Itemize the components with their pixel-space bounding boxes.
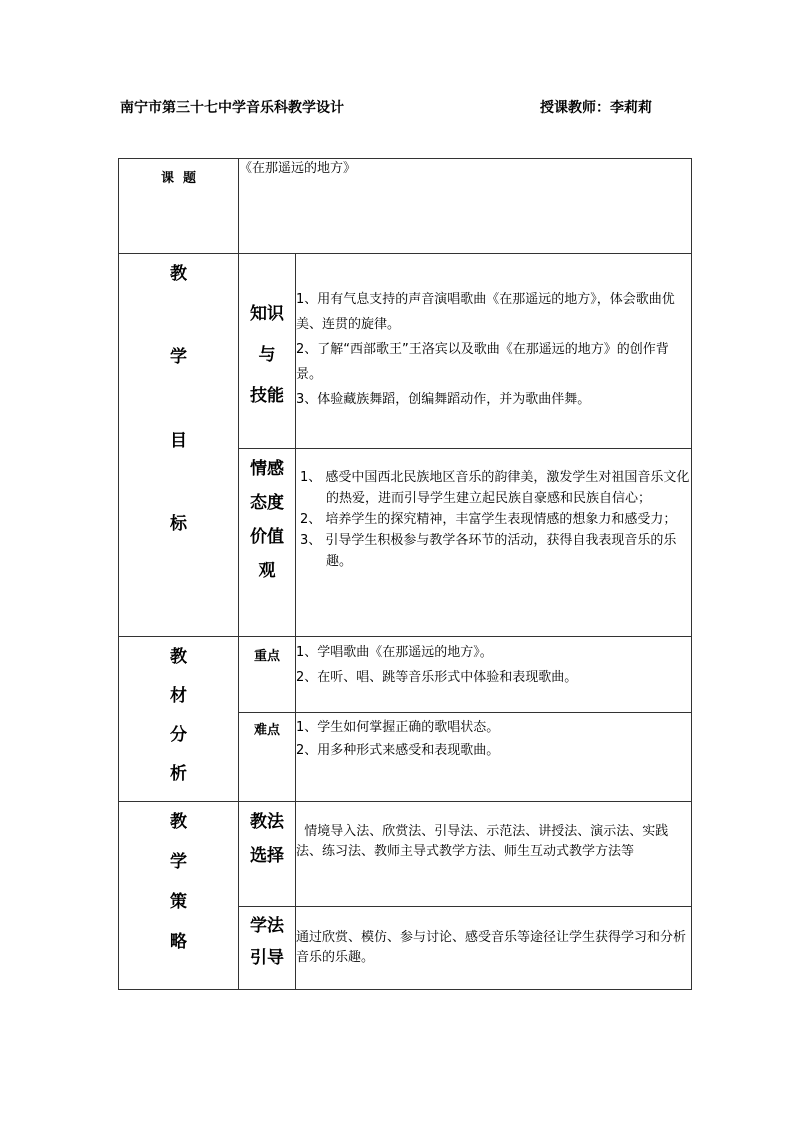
category-char: 学 — [170, 347, 187, 368]
materials-category-cell — [119, 637, 239, 802]
school-title: 南宁市第三十七中学音乐科教学设计 — [120, 100, 344, 116]
learning-label-cell — [239, 907, 296, 990]
subcategory-text: 与 — [258, 345, 276, 365]
strategy-category — [119, 802, 238, 952]
methods-label-cell — [239, 802, 296, 907]
difficult-content — [296, 713, 692, 802]
methods-label — [239, 802, 295, 866]
methods-content: 情境导入法、欣赏法、引导法、示范法、讲授法、演示法、实践法、练习法、教师主导式教学方法、师生互动式教学方法等 — [296, 802, 692, 907]
material-item: 2、用多种形式来感受和表现歌曲。 — [296, 743, 500, 758]
knowledge-content — [296, 254, 692, 449]
knowledge-label — [239, 254, 295, 406]
key-label: 重点 — [239, 637, 296, 713]
category-char: 教 — [170, 264, 187, 284]
emotion-label-cell — [239, 449, 296, 637]
key-row — [119, 637, 692, 713]
material-item: 1、学生如何掌握正确的歌唱状态。 — [296, 720, 500, 735]
difficult-label: 难点 — [239, 713, 296, 802]
subcategory-text: 技能 — [250, 386, 284, 406]
category-char: 标 — [170, 513, 187, 534]
objective-item: 3、 引导学生积极参与教学各环节的活动，获得自我表现音乐的乐趣。 — [300, 533, 677, 569]
document-header — [120, 97, 680, 117]
topic-row — [119, 159, 692, 254]
learning-content: 通过欣赏、模仿、参与讨论、感受音乐等途径让学生获得学习和分析音乐的乐趣。 — [296, 907, 692, 990]
material-item: 2、在听、唱、跳等音乐形式中体验和表现歌曲。 — [296, 670, 578, 685]
teacher-name: 授课教师：李莉莉 — [540, 100, 652, 116]
methods-row — [119, 802, 692, 907]
material-item: 1、学唱歌曲《在那遥远的地方》。 — [296, 645, 493, 660]
learning-label — [239, 907, 295, 968]
objective-item: 3、体验藏族舞蹈，创编舞蹈动作，并为歌曲伴舞。 — [296, 392, 591, 407]
objectives-category-cell — [119, 254, 239, 637]
subcategory-text: 情感 — [250, 459, 284, 479]
category-char: 析 — [170, 764, 187, 784]
subcategory-text: 态度 — [250, 493, 284, 513]
category-char: 略 — [170, 932, 187, 952]
category-char: 教 — [170, 647, 187, 667]
category-char: 教 — [170, 812, 187, 832]
subcategory-text: 选择 — [250, 846, 284, 866]
key-content — [296, 637, 692, 713]
subcategory-text: 观 — [258, 561, 276, 581]
emotion-content — [296, 449, 692, 637]
knowledge-row — [119, 254, 692, 449]
objective-item: 1、用有气息支持的声音演唱歌曲《在那遥远的地方》，体会歌曲优美、连贯的旋律。 — [296, 292, 675, 332]
lesson-title: 《在那遥远的地方》 — [239, 159, 692, 254]
objective-item: 2、 培养学生的探究精神，丰富学生表现情感的想象力和感受力； — [300, 512, 677, 527]
subcategory-text: 知识 — [250, 304, 284, 324]
category-char: 策 — [170, 892, 187, 912]
category-char: 目 — [170, 430, 187, 451]
subcategory-text: 学法 — [250, 916, 284, 936]
subcategory-text: 引导 — [250, 948, 284, 968]
lesson-plan-table — [118, 158, 692, 990]
objective-item: 2、了解“西部歌王”王洛宾以及歌曲《在那遥远的地方》的创作背景。 — [296, 342, 669, 382]
subcategory-text: 价值 — [250, 527, 284, 547]
category-char: 分 — [170, 725, 187, 745]
category-char: 学 — [170, 852, 187, 872]
subcategory-text: 教法 — [250, 812, 284, 832]
knowledge-label-cell — [239, 254, 296, 449]
materials-category — [119, 637, 238, 784]
emotion-label — [239, 449, 295, 581]
category-char: 材 — [170, 686, 187, 706]
topic-label: 课 题 — [119, 159, 239, 254]
objectives-category — [119, 254, 238, 534]
strategy-category-cell — [119, 802, 239, 990]
objective-item: 1、 感受中国西北民族地区音乐的韵律美，激发学生对祖国音乐文化的热爱，进而引导学生建立起民族自豪感和民族自信心； — [300, 470, 690, 506]
